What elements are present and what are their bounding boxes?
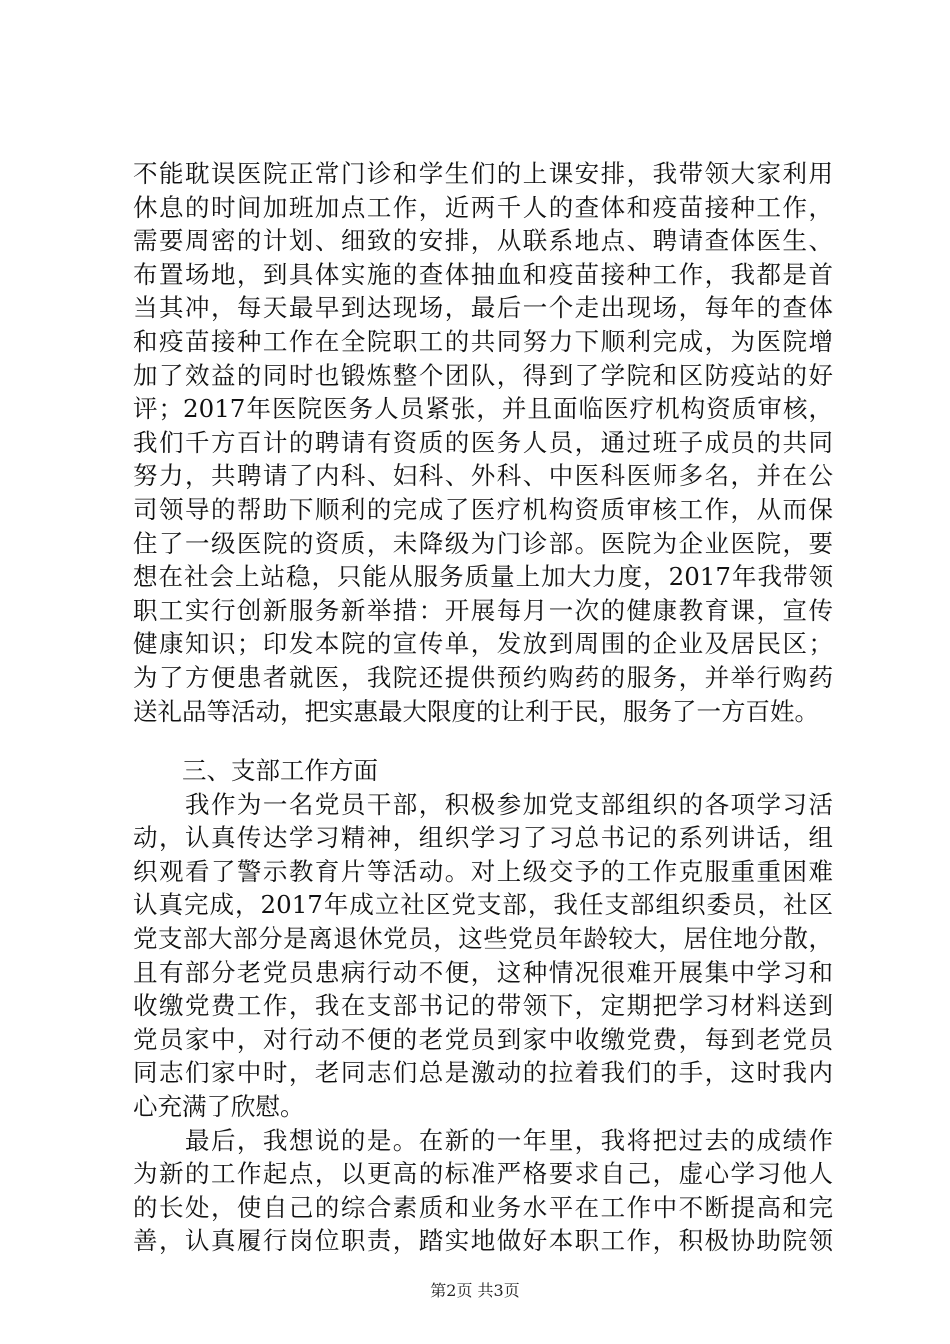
text-line: 不能耽误医院正常门诊和学生们的上课安排，我带领大家利用: [133, 159, 833, 188]
text-line: 住了一级医院的资质，未降级为门诊部。医院为企业医院，要: [133, 528, 833, 558]
text-line: 且有部分老党员患病行动不便，这种情况很难开展集中学习和: [133, 957, 833, 987]
text-line: 织观看了警示教育片等活动。对上级交予的工作克服重重困难: [133, 856, 833, 886]
text-line: 党支部大部分是离退休党员，这些党员年龄较大，居住地分散，: [133, 924, 833, 954]
text-line: 评；2017年医院医务人员紧张，并且面临医疗机构资质审核，: [133, 394, 833, 424]
section-heading: 三、支部工作方面: [133, 756, 378, 786]
paragraph-medical-work: [133, 157, 833, 728]
text-line: 收缴党费工作，我在支部书记的带领下，定期把学习材料送到: [133, 991, 833, 1021]
text-line: 的长处，使自己的综合素质和业务水平在工作中不断提高和完: [133, 1192, 833, 1222]
document-body: [133, 157, 833, 1258]
text-line: 心充满了欣慰。: [133, 1092, 305, 1122]
text-line: 为了方便患者就医，我院还提供预约购药的服务，并举行购药: [133, 662, 833, 692]
paragraph-branch-work: [133, 788, 833, 1124]
paragraph-spacer: [133, 728, 833, 754]
text-line: 送礼品等活动，把实惠最大限度的让利于民，服务了一方百姓。: [133, 696, 819, 726]
paragraph-conclusion: [133, 1124, 833, 1258]
text-line: 努力，共聘请了内科、妇科、外科、中医科医师多名，并在公: [133, 461, 833, 491]
text-line: 健康知识；印发本院的宣传单，发放到周围的企业及居民区；: [133, 629, 833, 659]
text-line: 同志们家中时，老同志们总是激动的拉着我们的手，这时我内: [133, 1058, 833, 1088]
text-line: 休息的时间加班加点工作，近两千人的查体和疫苗接种工作，: [133, 192, 833, 222]
text-line: 司领导的帮助下顺利的完成了医疗机构资质审核工作，从而保: [133, 494, 833, 524]
text-line: 动，认真传达学习精神，组织学习了习总书记的系列讲话，组: [133, 823, 833, 853]
text-line: 布置场地，到具体实施的查体抽血和疫苗接种工作，我都是首: [133, 259, 833, 289]
text-line: 党员家中，对行动不便的老党员到家中收缴党费，每到老党员: [133, 1024, 833, 1054]
page-number-footer: 第2页 共3页: [430, 1281, 520, 1300]
text-line: 当其冲，每天最早到达现场，最后一个走出现场，每年的查体: [133, 293, 833, 323]
text-line: 需要周密的计划、细致的安排，从联系地点、聘请查体医生、: [133, 226, 833, 256]
text-line: 我们千方百计的聘请有资质的医务人员，通过班子成员的共同: [133, 427, 833, 457]
text-line: 职工实行创新服务新举措：开展每月一次的健康教育课，宣传: [133, 595, 833, 625]
text-line: 善，认真履行岗位职责，踏实地做好本职工作，积极协助院领: [133, 1226, 833, 1256]
text-line: 和疫苗接种工作在全院职工的共同努力下顺利完成，为医院增: [133, 326, 833, 356]
text-line: 认真完成，2017年成立社区党支部，我任支部组织委员，社区: [133, 890, 833, 920]
text-line: 最后，我想说的是。在新的一年里，我将把过去的成绩作: [133, 1125, 833, 1155]
text-line: 我作为一名党员干部，积极参加党支部组织的各项学习活: [133, 789, 833, 819]
text-line: 想在社会上站稳，只能从服务质量上加大力度，2017年我带领: [133, 562, 833, 592]
text-line: 加了效益的同时也锻炼整个团队，得到了学院和区防疫站的好: [133, 360, 833, 390]
text-line: 为新的工作起点，以更高的标准严格要求自己，虚心学习他人: [133, 1159, 833, 1189]
